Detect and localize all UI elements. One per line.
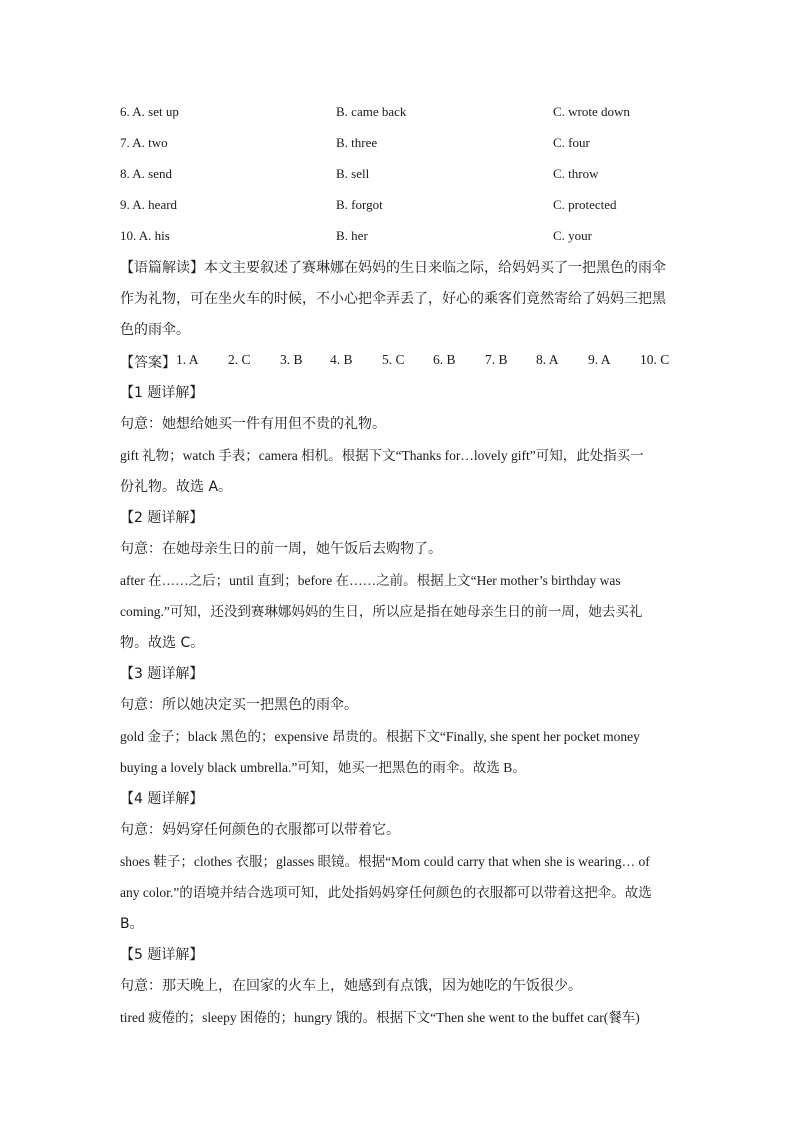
answer-item: 3. B xyxy=(280,352,303,367)
answer-item: 2. C xyxy=(228,352,251,367)
option-b: B. forgot xyxy=(336,197,383,212)
option-b: B. sell xyxy=(336,166,370,181)
explanation-line: 物。故选 C。 xyxy=(120,635,205,651)
section-heading: 【1 题详解】 xyxy=(120,385,204,401)
answer-key xyxy=(120,352,680,372)
sentence-meaning: 句意：那天晚上，在回家的火车上，她感到有点饿，因为她吃的午饭很少。 xyxy=(120,978,582,994)
explanation-line: buying a lovely black umbrella.”可知，她买一把黑色的雨伞。故选 B。 xyxy=(120,760,526,775)
option-a: 7. A. two xyxy=(120,135,168,150)
explanation-line: shoes 鞋子；clothes 衣服；glasses 眼镜。根据“Mom could carry that when she is wearing… of xyxy=(120,854,650,869)
option-b: B. came back xyxy=(336,104,407,119)
option-row-8 xyxy=(120,166,680,186)
option-c: C. throw xyxy=(553,166,599,181)
answer-item: 6. B xyxy=(433,352,456,367)
explanation-line: tired 疲倦的；sleepy 困倦的；hungry 饿的。根据下文“Then she went to the buffet car(餐车) xyxy=(120,1010,640,1025)
section-heading: 【5 题详解】 xyxy=(120,947,204,963)
answer-item: 7. B xyxy=(485,352,508,367)
analysis-line: 作为礼物，可在坐火车的时候，不小心把伞弄丢了，好心的乘客们竟然寄给了妈妈三把黑 xyxy=(120,291,666,307)
answer-item: 10. C xyxy=(640,352,670,367)
section-heading: 【3 题详解】 xyxy=(120,666,204,682)
section-heading: 【4 题详解】 xyxy=(120,791,204,807)
option-a: 8. A. send xyxy=(120,166,172,181)
option-c: C. protected xyxy=(553,197,617,212)
answer-item: 1. A xyxy=(176,352,199,367)
option-row-6 xyxy=(120,104,680,124)
option-row-10 xyxy=(120,228,680,248)
answer-label: 【答案】 xyxy=(120,355,176,371)
sentence-meaning: 句意：妈妈穿任何颜色的衣服都可以带着它。 xyxy=(120,822,400,838)
sentence-meaning: 句意：所以她决定买一把黑色的雨伞。 xyxy=(120,697,358,713)
analysis-line: 【语篇解读】本文主要叙述了赛琳娜在妈妈的生日来临之际，给妈妈买了一把黑色的雨伞 xyxy=(120,260,666,276)
option-a: 10. A. his xyxy=(120,228,170,243)
option-a: 9. A. heard xyxy=(120,197,178,212)
analysis-line: 色的雨伞。 xyxy=(120,322,190,338)
explanation-line: gift 礼物；watch 手表；camera 相机。根据下文“Thanks for…lovely gift”可知，此处指买一 xyxy=(120,448,644,463)
option-b: B. her xyxy=(336,228,368,243)
option-c: C. four xyxy=(553,135,590,150)
sentence-meaning: 句意：在她母亲生日的前一周，她午饭后去购物了。 xyxy=(120,541,442,557)
explanation-line: any color.”的语境并结合选项可知，此处指妈妈穿任何颜色的衣服都可以带着这把伞。故选 xyxy=(120,885,652,900)
explanation-line: B。 xyxy=(120,916,144,932)
explanation-line: gold 金子；black 黑色的；expensive 昂贵的。根据下文“Finally, she spent her pocket money xyxy=(120,729,640,744)
option-a: 6. A. set up xyxy=(120,104,179,119)
section-heading: 【2 题详解】 xyxy=(120,510,204,526)
option-c: C. your xyxy=(553,228,592,243)
option-b: B. three xyxy=(336,135,378,150)
sentence-meaning: 句意：她想给她买一件有用但不贵的礼物。 xyxy=(120,416,386,432)
answer-item: 9. A xyxy=(588,352,611,367)
answer-item: 5. C xyxy=(382,352,405,367)
explanation-line: after 在……之后；until 直到；before 在……之前。根据上文“Her mother’s birthday was xyxy=(120,573,621,588)
explanation-line: coming.”可知，还没到赛琳娜妈妈的生日，所以应是指在她母亲生日的前一周，她去买礼 xyxy=(120,604,643,619)
answer-item: 4. B xyxy=(330,352,353,367)
option-row-9 xyxy=(120,197,680,217)
option-c: C. wrote down xyxy=(553,104,630,119)
explanation-line: 份礼物。故选 A。 xyxy=(120,479,233,495)
answer-item: 8. A xyxy=(536,352,559,367)
option-row-7 xyxy=(120,135,680,155)
